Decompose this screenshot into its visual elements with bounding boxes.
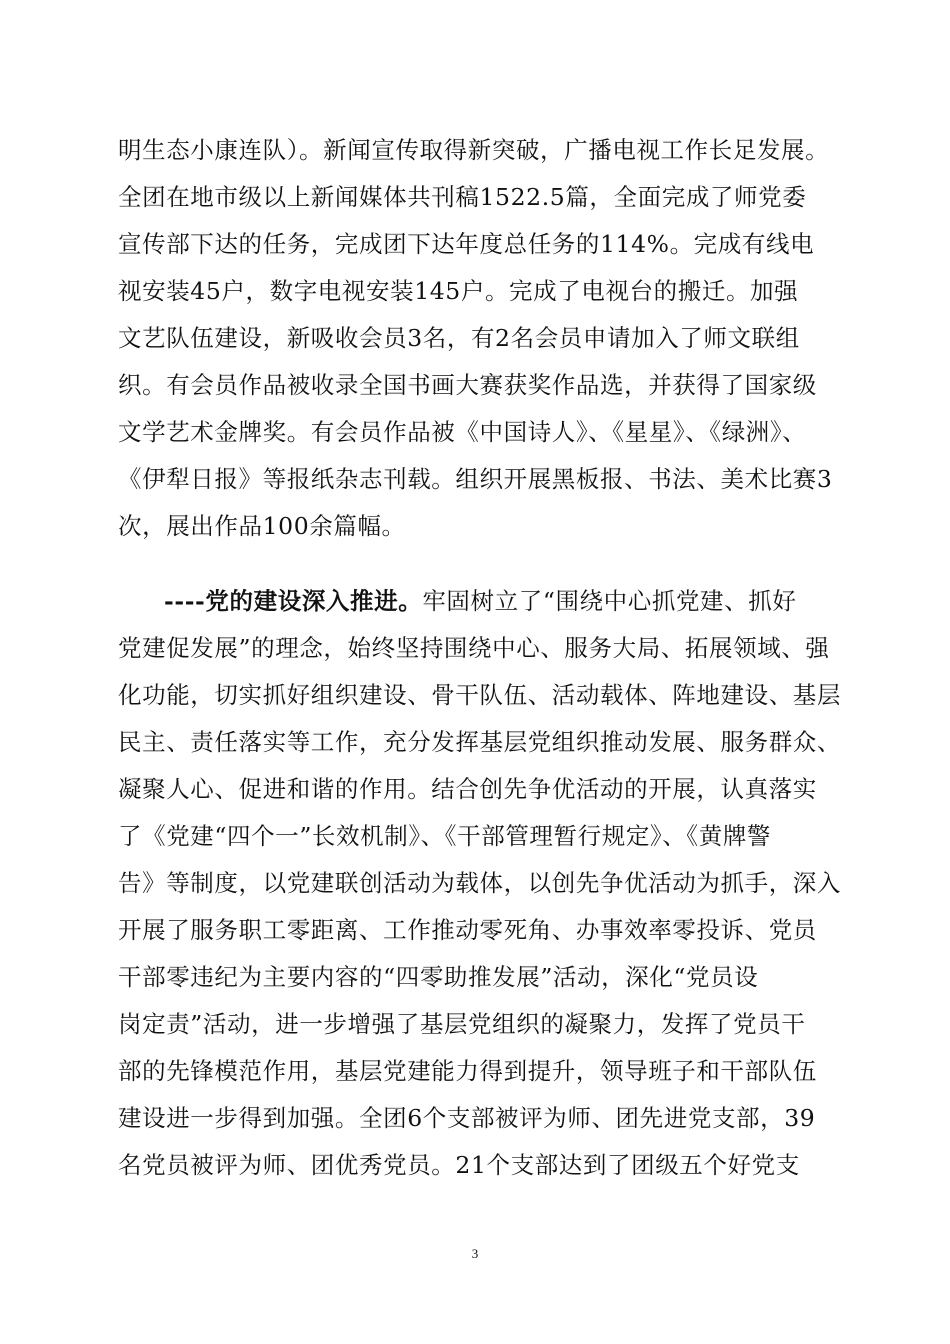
text-line: 建设进一步得到加强。全团6个支部被评为师、团先进党支部，39 (118, 1104, 816, 1132)
section-heading: ----党的建设深入推进。 (164, 587, 423, 615)
text-line: 名党员被评为师、团优秀党员。21个支部达到了团级五个好党支 (118, 1151, 800, 1179)
text-line: 织。有会员作品被收录全国书画大赛获奖作品选，并获得了国家级 (118, 371, 817, 399)
text-line: 文艺队伍建设，新吸收会员3名，有2名会员申请加入了师文联组 (118, 324, 800, 352)
page-number: 3 (471, 1246, 479, 1261)
text-line: 干部零违纪为主要内容的“四零助推发展”活动，深化“党员设 (118, 963, 759, 991)
text-line: 明生态小康连队）。新闻宣传取得新突破，广播电视工作长足发展。 (118, 136, 830, 164)
text-line: 文学艺术金牌奖。有会员作品被《中国诗人》、《星星》、《绿洲》、 (118, 418, 807, 446)
text-segment: 牢固树立了“围绕中心抓党建、抓好 (422, 587, 797, 615)
text-line: 民主、责任落实等工作，充分发挥基层党组织推动发展、服务群众、 (118, 728, 841, 756)
text-line: 视安装45户，数字电视安装145户。完成了电视台的搬迁。加强 (118, 277, 799, 305)
text-line: 凝聚人心、促进和谐的作用。结合创先争优活动的开展，认真落实 (118, 775, 817, 803)
text-line: 全团在地市级以上新闻媒体共刊稿1522.5篇，全面完成了师党委 (118, 183, 807, 211)
text-line: 开展了服务职工零距离、工作推动零死角、办事效率零投诉、党员 (118, 916, 817, 944)
text-line: 告》等制度，以党建联创活动为载体，以创先争优活动为抓手，深入 (118, 869, 841, 897)
text-line: 《伊犁日报》等报纸杂志刊载。组织开展黑板报、书法、美术比赛3 (118, 465, 833, 493)
text-line: 党建促发展”的理念，始终坚持围绕中心、服务大局、拓展领域、强 (118, 634, 830, 662)
text-line: 次，展出作品100余篇幅。 (118, 512, 406, 540)
text-line: 化功能，切实抓好组织建设、骨干队伍、活动载体、阵地建设、基层 (118, 681, 841, 709)
paragraph-first-line (164, 576, 838, 626)
text-line: 了《党建“四个一”长效机制》、《干部管理暂行规定》、《黄牌警 (118, 822, 772, 850)
text-line: 部的先锋模范作用，基层党建能力得到提升，领导班子和干部队伍 (118, 1057, 817, 1085)
text-line: 宣传部下达的任务，完成团下达年度总任务的114%。完成有线电 (118, 230, 815, 258)
text-line: 岗定责”活动，进一步增强了基层党组织的凝聚力，发挥了党员干 (118, 1010, 806, 1038)
